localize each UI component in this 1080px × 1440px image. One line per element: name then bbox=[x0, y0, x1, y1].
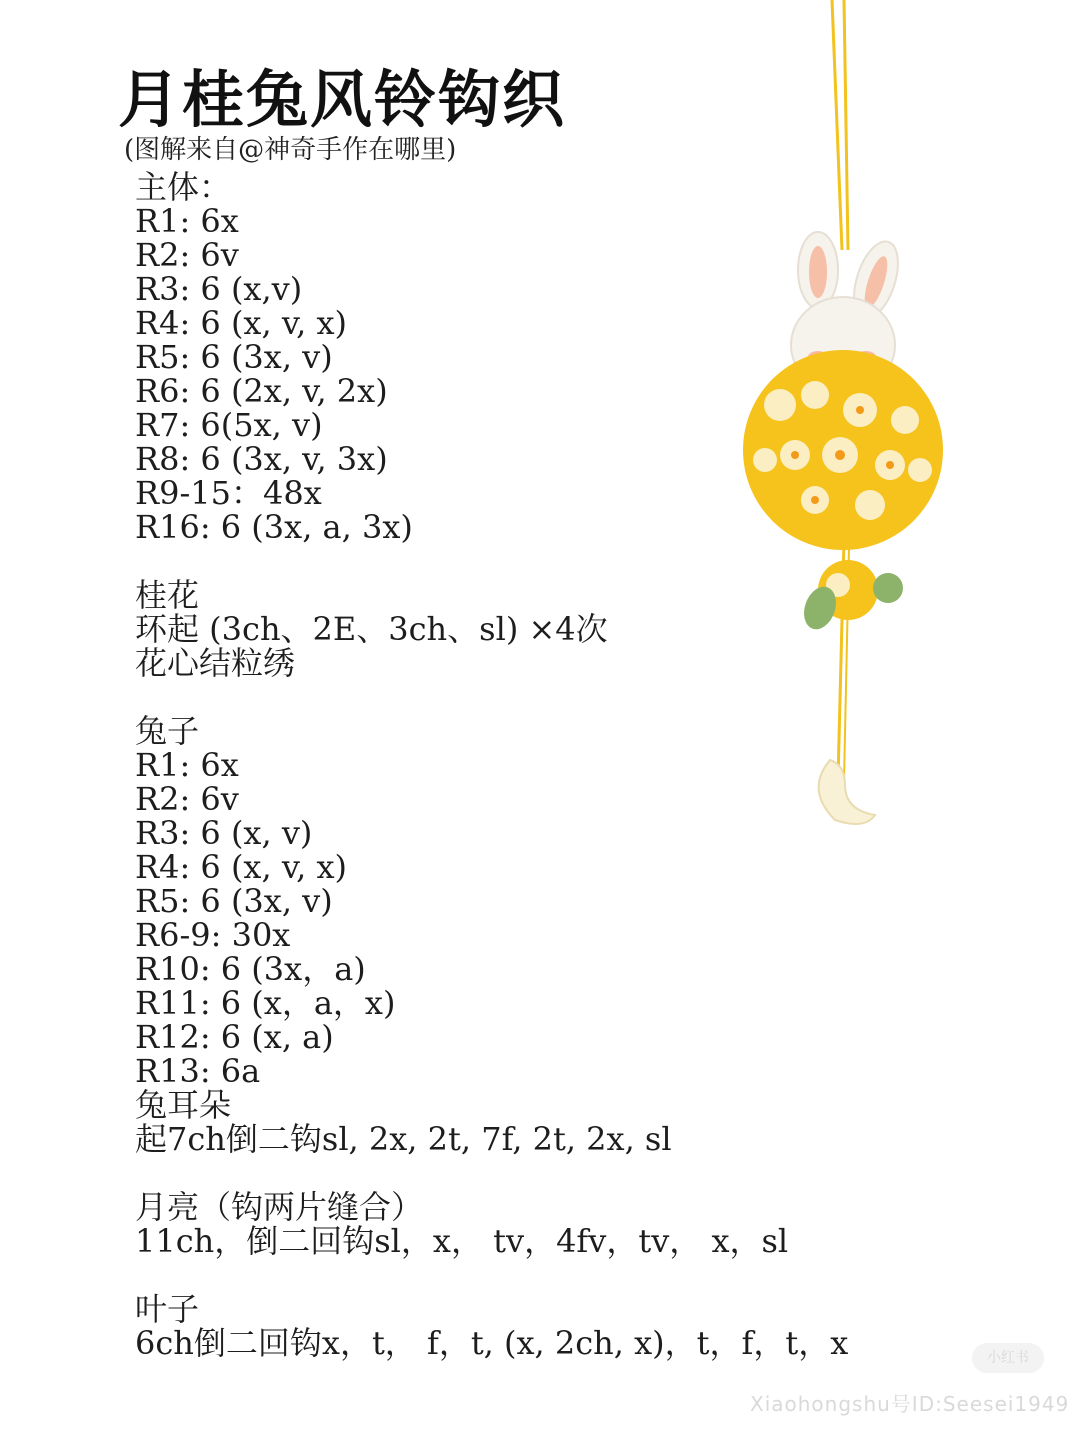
hanging-cord bbox=[832, 0, 842, 250]
row-line: R10: 6 (3x，a) bbox=[135, 950, 366, 988]
crochet-rabbit-charm-illustration bbox=[720, 0, 980, 840]
row-line: R3: 6 (x, v) bbox=[135, 814, 313, 852]
row-line: R6: 6 (2x, v, 2x) bbox=[135, 372, 388, 410]
section-heading-moon: 月亮（钩两片缝合） bbox=[135, 1188, 424, 1226]
row-line: R5: 6 (3x, v) bbox=[135, 338, 333, 376]
watermark-badge: 小红书 bbox=[972, 1343, 1044, 1373]
row-line: R6-9: 30x bbox=[135, 916, 291, 954]
row-line: R1: 6x bbox=[135, 202, 239, 240]
row-line: 6ch倒二回钩x，t， f，t, (x, 2ch, x)，t，f，t，x bbox=[135, 1324, 849, 1362]
section-gap bbox=[135, 1258, 848, 1292]
row-line: R3: 6 (x,v) bbox=[135, 270, 303, 308]
section-heading-body: 主体： bbox=[135, 168, 232, 206]
section-heading-osmanthus: 桂花 bbox=[135, 576, 200, 614]
section-gap bbox=[135, 1156, 848, 1190]
row-line: 花心结粒绣 bbox=[135, 644, 296, 682]
row-line: R4: 6 (x, v, x) bbox=[135, 848, 347, 886]
row-line: R2: 6v bbox=[135, 236, 239, 274]
row-line: R9-15：48x bbox=[135, 474, 322, 512]
row-line: R8: 6 (3x, v, 3x) bbox=[135, 440, 388, 478]
row-line: 环起 (3ch、2E、3ch、sl) ×4次 bbox=[135, 610, 608, 648]
hanging-cord bbox=[844, 0, 848, 250]
row-line: R5: 6 (3x, v) bbox=[135, 882, 333, 920]
row-line: R1: 6x bbox=[135, 746, 239, 784]
row-line: R4: 6 (x, v, x) bbox=[135, 304, 347, 342]
section-heading-ears: 兔耳朵 bbox=[135, 1086, 232, 1124]
row-line: R12: 6 (x, a) bbox=[135, 1018, 334, 1056]
row-line: R16: 6 (3x, a, 3x) bbox=[135, 508, 413, 546]
watermark-id: Xiaohongshu号ID:Seesei1949 bbox=[750, 1392, 1070, 1416]
row-line: 11ch，倒二回钩sl，x， tv，4fv，tv， x，sl bbox=[135, 1222, 789, 1260]
row-line: R7: 6(5x, v) bbox=[135, 406, 323, 444]
credit-line: (图解来自@神奇手作在哪里) bbox=[124, 135, 457, 165]
moon bbox=[819, 760, 875, 824]
row-line: R13: 6a bbox=[135, 1052, 261, 1090]
row-line: R2: 6v bbox=[135, 780, 239, 818]
page-title: 月桂兔风铃钩织 bbox=[118, 63, 567, 136]
rabbit-ear-inner bbox=[809, 246, 827, 298]
section-heading-rabbit: 兔子 bbox=[135, 712, 200, 750]
row-line: 起7ch倒二钩sl, 2x, 2t, 7f, 2t, 2x, sl bbox=[135, 1120, 672, 1158]
section-heading-leaf: 叶子 bbox=[135, 1290, 200, 1328]
leaf bbox=[873, 573, 903, 603]
row-line: R11: 6 (x，a，x) bbox=[135, 984, 396, 1022]
